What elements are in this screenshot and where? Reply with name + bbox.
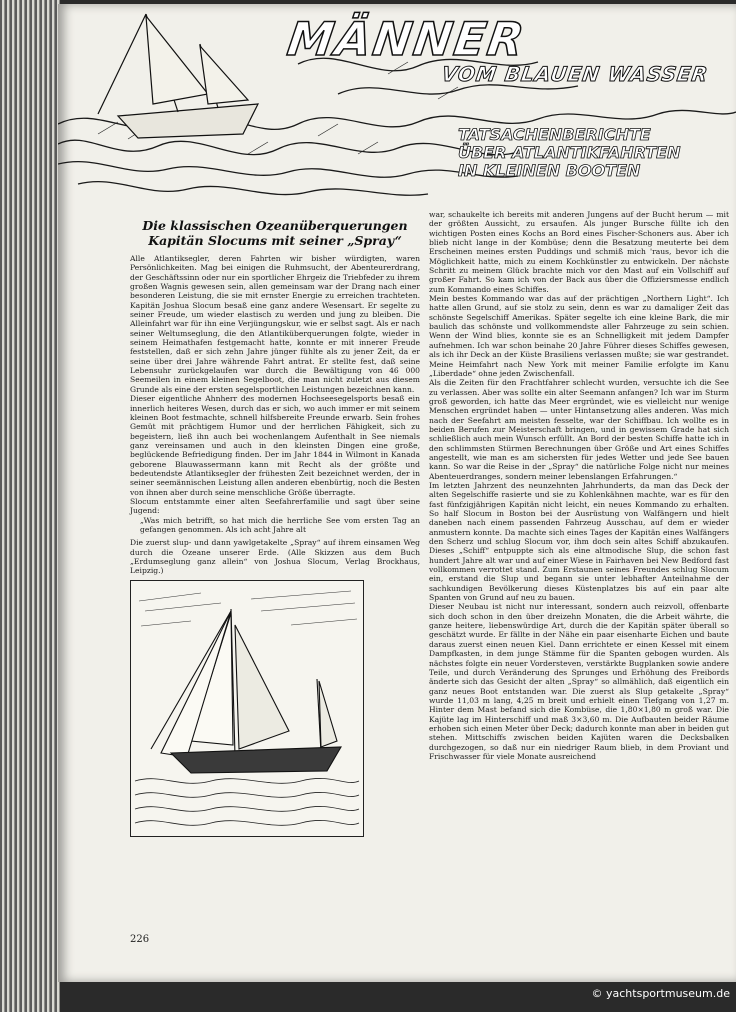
body-paragraph: war, schaukelte ich bereits mit anderen Jungens auf der Bucht herum — mit der größten Aussicht, zu ersaufen. Als junger Bursche füllte ich den wichtigen Posten eines Kochs an Bord eines Fischer-Schoners aus. Aber ich blieb nicht lange in der Kombüse; denn die Besatzung meuterte bei dem Erscheinen meines ersten Puddings und schmiß mich 'raus, bevor ich die Möglichkeit hatte, mich zu einem Kochkünstler zu entwickeln. Der nächste Schritt zu meinem Glück brachte mich vor den Mast auf ein Vollschiff auf großer Fahrt. So kam ich von der Back aus über die Offiziersmesse endlich zum Kommando eines Schiffes. [429, 210, 729, 294]
tagline-line-2: ÜBER ATLANTIKFAHRTEN [458, 143, 681, 162]
page-number: 226 [130, 934, 150, 945]
book-binding [0, 0, 60, 1012]
series-subtitle: VOM BLAUEN WASSER [440, 62, 710, 86]
body-paragraph: Dieser Neubau ist nicht nur interessant, sondern auch reizvoll, offenbarte sich doch schon in den über dreizehn Monaten, die die Arbeit währte, die ganze heitere, liebenswürdige Art, durch die der Kapitän später überall so geschätzt wurde. Er fällte in der Nähe ein paar eisenharte Eichen und baute daraus zuerst einen neuen Kiel. Dann errichtete er einen Kessel mit einem Dampfkasten, in dem junge Stämme für die Spanten gebogen wurden. Als nächstes folgte ein neuer Vordersteven, verstärkte Bugplanken sowie andere Teile, und durch Veränderung des Sprunges und Erhöhung des Freibords änderte sich das Gesicht der alten „Spray“ so allmählich, daß eigentlich ein ganz neues Boot entstanden war. Die zuerst als Slup getakelte „Spray“ wurde 11,03 m lang, 4,25 m breit und erhielt einen Tiefgang von 1,27 m. Hinter dem Mast befand sich die Kombüse, die 1,80×1,80 m groß war. Die Kajüte lag im Hinterschiff und maß 3×3,60 m. Die Aufbauten beider Räume erhoben sich einen Meter über Deck; dadurch konnte man aber in beiden gut stehen. Mittschiffs zwischen beiden Kajüten waren die Decksbalken durchgezogen, so daß nur ein niedriger Raum blieb, in dem Proviant und Frischwasser für viele Monate ausreichend [429, 602, 729, 761]
body-paragraph: Alle Atlantiksegler, deren Fahrten wir bisher würdigten, waren Persönlichkeiten. Mag bei einigen die Ruhmsucht, der Abenteurerdrang, der Geschäftssinn oder nur ein sportlicher Ehrgeiz die Triebfeder zu ihrem großen Wagnis gewesen sein, allen gemeinsam war der Drang nach einer besonderen Leistung, die sie mit ernster Energie zu erreichen trachteten. Kapitän Joshua Slocum besaß eine ganz andere Wesensart. Er segelte zu seiner Freude, um wieder elastisch zu werden und jung zu bleiben. Die Alleinfahrt war für ihn eine Verjüngungskur, wie er selbst sagt. Als er nach seiner Weltumseglung, die den Atlantiküberquerungen folgte, wieder in seinem Heimathafen festgemacht hatte, konnte er mit innerer Freude feststellen, daß er sich zehn Jahre jünger fühlte als zu jener Zeit, da er seine über drei Jahre währende Fahrt antrat. Er stellte fest, daß seine Lebensuhr zurückgelaufen war durch die Bewältigung von 46 000 Seemeilen in einem kleinen Segelboot, die man nicht zuletzt aus diesem Grunde als eine der ersten segelsportlichen Leistungen bezeichnen kann. [130, 254, 420, 394]
spray-sailboat-sketch [130, 580, 364, 837]
series-tagline [458, 126, 736, 180]
series-title: MÄNNER [284, 12, 530, 66]
page-header [58, 4, 736, 204]
magazine-page [58, 4, 736, 982]
body-paragraph: Slocum entstammte einer alten Seefahrerfamilie und sagt über seine Jugend: [130, 496, 420, 516]
body-paragraph: Als die Zeiten für den Frachtfahrer schlecht wurden, versuchte ich die See zu verlassen. Aber was sollte ein alter Seemann anfangen? Ich war im Sturm groß geworden, ich hatte das Meer ergründet, wie es vielleicht nur wenige Menschen ergründet haben — unter Hintansetzung alles anderen. Was mich nach der Seefahrt am meisten fesselte, war der Schiffbau. Ich wollte es in beiden Berufen zur Meisterschaft bringen, und in gewissem Grade hat sich schließlich auch mein Wunsch erfüllt. An Bord der besten Schiffe hatte ich in den schlimmsten Stürmen Berechnungen über Größe und Art eines Schiffes angestellt, wie man es am sichersten für jedes Wetter und jede See bauen kann. So war die Reise in der „Spray“ die natürliche Folge nicht nur meines Abenteuerdranges, sondern meiner lebenslangen Erfahrungen.“ [429, 378, 729, 481]
body-paragraph: Dieser eigentliche Ahnherr des modernen Hochseesegelsports besaß ein innerlich heiteres Wesen, durch das er sich, wo auch immer er mit seinem kleinen Boot festmachte, schnell hilfsbereite Freunde erwarb. Sein frohes Gemüt mit prächtigem Humor und der herrlichen Fähigkeit, sich zu begeistern, ließ ihn auch bei wochenlangem Aufenthalt in See niemals ganz vereinsamen und auch in den kleinsten Dingen eine große, beglückende Befriedigung finden. Der im Jahr 1844 in Wilmont in Kanada geborene Blauwassermann kann mit Recht als der größte und bedeutendste Atlantiksegler der frühesten Zeit bezeichnet werden, der in seiner seemännischen Leistung allen anderen ebenbürtig, noch die Besten von ihnen aber durch seine menschliche Größe überragte. [130, 394, 420, 497]
article-headline [130, 218, 420, 248]
body-paragraph: Im letzten Jahrzent des neunzehnten Jahrhunderts, da man das Deck der alten Segelschiffe rasierte und sie zu Kohlenkähnen machte, war es für den fast fünfzigjährigen Kapitän nicht leicht, ein neues Kommando zu erhalten. So half Slocum in Boston bei der Ausrüstung von Walfängern und hielt daneben nach einem passenden Fahrzeug Ausschau, auf dem er wieder anmustern konnte. Da machte sich eines Tages der Kapitän eines Walfängers den Scherz und schlug Slocum vor, ihm doch sein altes Schiff abzukaufen. Dieses „Schiff“ entpuppte sich als eine altmodische Slup, die schon fast hundert Jahre alt war und auf einer Wiese in Fairhaven bei New Bedford fast vollkommen verrottet stand. Zum Erstaunen seines Freundes schlug Slocum ein, erstand die Slup und begann sie unter lebhafter Anteilnahme der sachkundigen Bevölkerung dieses Küstenplatzes bis auf ein paar alte Spanten von Grund auf neu zu bauen. [429, 480, 729, 603]
tagline-line-3: IN KLEINEN BOOTEN [458, 161, 641, 180]
headline-line-2: Kapitän Slocums mit seiner „Spray“ [148, 233, 402, 248]
copyright-watermark: © yachtsportmuseum.de [591, 987, 730, 1000]
left-column [130, 212, 420, 837]
body-paragraph: Mein bestes Kommando war das auf der prächtigen „Northern Light“. Ich hatte allen Grund, auf sie stolz zu sein, denn es war zu damaliger Zeit das schönste Segelschiff Amerikas. Später segelte ich eine kleine Bark, die mir baulich das schönste und vollkommendste aller Fahrzeuge zu sein schien. Wenn der Wind blies, konnte sie es an Schnelligkeit mit jedem Dampfer aufnehmen. Ich war schon beinahe 20 Jahre Führer dieses Schiffes gewesen, als ich ihr Deck an der Küste Brasiliens verlassen mußte; sie war gestrandet. Meine Heimfahrt nach New York mit meiner Familie erfolgte im Kanu „Liberdade“ ohne jeden Zwischenfall. [429, 294, 729, 378]
right-column [429, 210, 729, 761]
headline-line-1: Die klassischen Ozeanüberquerungen [142, 218, 408, 233]
tagline-line-1: TATSACHENBERICHTE [458, 125, 651, 144]
quote-paragraph: „Was mich betrifft, so hat mich die herrliche See vom ersten Tag an gefangen genommen. Als ich acht Jahre alt [140, 515, 420, 534]
illustration-caption: Die zuerst slup- und dann yawlgetakelte „Spray“ auf ihrem einsamen Weg durch die Ozeane unserer Erde. (Alle Skizzen aus dem Buch „Erdumseglung ganz allein“ von Joshua Slocum, Verlag Brockhaus, Leipzig.) [130, 538, 420, 576]
